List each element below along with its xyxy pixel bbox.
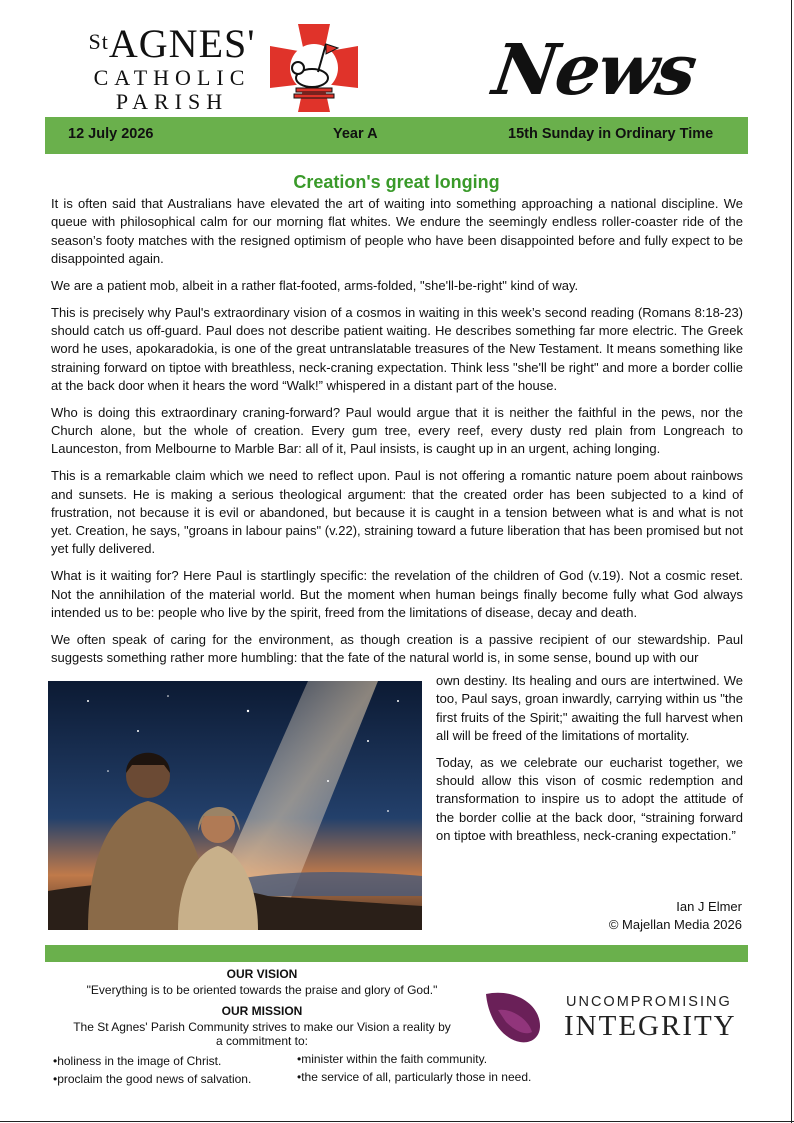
parish-name-line1: $^{St}$AGNES' <box>88 21 256 66</box>
mission-bullet: • proclaim the good news of salvation. <box>53 1070 251 1088</box>
article-paragraph: Who is doing this extraordinary craning-forward? Paul would argue that it is neither the faithful in the pews, nor the Church alone, but the whole of creation. Every gum tree, every reef, every dusty red plain from Longreach to Launceston, from Melbourne to Marble Bar: all of it, Paul insists, is caught up in an urgent, aching longing. <box>51 404 743 457</box>
article-copyright: © Majellan Media 2026 <box>608 917 742 933</box>
issue-date: 12 July 2026 <box>68 126 154 142</box>
lamb-cross-emblem-icon <box>268 22 360 114</box>
article-paragraph: We are a patient mob, albeit in a rather flat-footed, arms-folded, "she'll-be-right" kind of way. <box>51 277 579 293</box>
newsletter-title: News <box>488 28 701 111</box>
liturgical-day: 15th Sunday in Ordinary Time <box>508 126 714 142</box>
mission-bullets-left <box>53 1052 251 1088</box>
vision-heading: OUR VISION <box>226 967 298 981</box>
article-paragraph: We often speak of caring for the environment, as though creation is a passive recipient of our stewardship. Paul suggests something rather more humbling: that the fate of the natural world is, in some sense, bound up with our <box>51 631 743 666</box>
page-border-bottom <box>0 1121 794 1122</box>
page-border-right <box>791 0 792 1123</box>
article-signoff <box>609 898 742 935</box>
integrity-tagline-small: UNCOMPROMISING <box>566 994 732 1010</box>
integrity-leaf-logo-icon <box>484 990 542 1044</box>
article-paragraph: It is often said that Australians have elevated the art of waiting into something approaching a national discipline. We queue with philosophical calm for our morning flat whites. We endure the seemingly endless roller-coaster ride of the season’s footy matches with the resigned optimism of people who have been disappointed before and fully expect to be disappointed again. <box>51 196 743 266</box>
article-paragraph: What is it waiting for? Here Paul is startlingly specific: the revelation of the children of God (v.19). Not a cosmic reset. Not the annihilation of the material world. But the moment when human beings finally become fully what God always intended us to be: people who live by the spirit, freed from the limitations of disease, decay and death. <box>51 568 743 620</box>
parish-name-line2: CATHOLIC <box>93 65 251 90</box>
mission-heading: OUR MISSION <box>221 1004 303 1018</box>
article-paragraph: This is precisely why Paul's extraordinary vision of a cosmos in waiting in this week’s second reading (Romans 8:18-23) should catch us off-guard. Paul does not describe patient waiting. He describes something far more electric. The Greek word he uses, apokaradokia, is one of the great untranslatable treasures of the New Testament. It means something like straining forward on tiptoe with breathless, neck-craning expectation. Think less "she'll be right" and more a border collie at the back door when it hears the word “Walk!” whispered in a distant part of the house. <box>51 304 743 393</box>
mission-bullet: • minister within the faith community. <box>297 1050 531 1068</box>
article-wrap-column <box>436 672 743 854</box>
footer-divider-bar <box>45 945 748 962</box>
article-paragraph: own destiny. Its healing and ours are intertwined. We too, Paul says, groan inwardly, carrying within us "the first fruits of the Spirit;" awaiting the full harvest when all will be freed of the limitations of mortality. <box>436 673 743 743</box>
mission-text-line2: a commitment to: <box>215 1034 309 1048</box>
mission-text-line1: The St Agnes' Parish Community strives to make our Vision a reality by <box>73 1020 451 1034</box>
parish-logo-text <box>74 21 270 114</box>
mission-bullets-right <box>297 1050 531 1086</box>
article-paragraph: Today, as we celebrate our eucharist together, we should allow this vison of cosmic redemption and transformation to inspire us to adopt the attitude of the border collie at the back door, “straining forward on tiptoe with breathless, neck-craning expectation.” <box>436 754 743 843</box>
article-paragraph: This is a remarkable claim which we need to reflect upon. Paul is not offering a romantic nature poem about rainbows and sunsets. He is making a serious theological argument: that the created order has been subjected to a kind of frustration, not because it is evil or abandoned, but because it is caught in a tension between what is and what is not yet. Creation, he says, "groans in labour pains" (v.22), straining toward a future liberation that has been promised but not yet fully delivered. <box>51 468 743 557</box>
article-body <box>51 195 743 676</box>
mission-bullet: • holiness in the image of Christ. <box>53 1052 251 1070</box>
starry-sky-couple-photo <box>48 681 422 930</box>
parish-name-line3: PARISH <box>115 89 229 114</box>
integrity-tagline-large: INTEGRITY <box>564 1010 737 1042</box>
vision-text: "Everything is to be oriented towards the praise and glory of God." <box>86 983 438 997</box>
article-author: Ian J Elmer <box>676 899 742 914</box>
mission-bullet: • the service of all, particularly those in need. <box>297 1068 531 1086</box>
article-title: Creation's great longing <box>293 172 500 192</box>
liturgical-year: Year A <box>333 126 378 142</box>
